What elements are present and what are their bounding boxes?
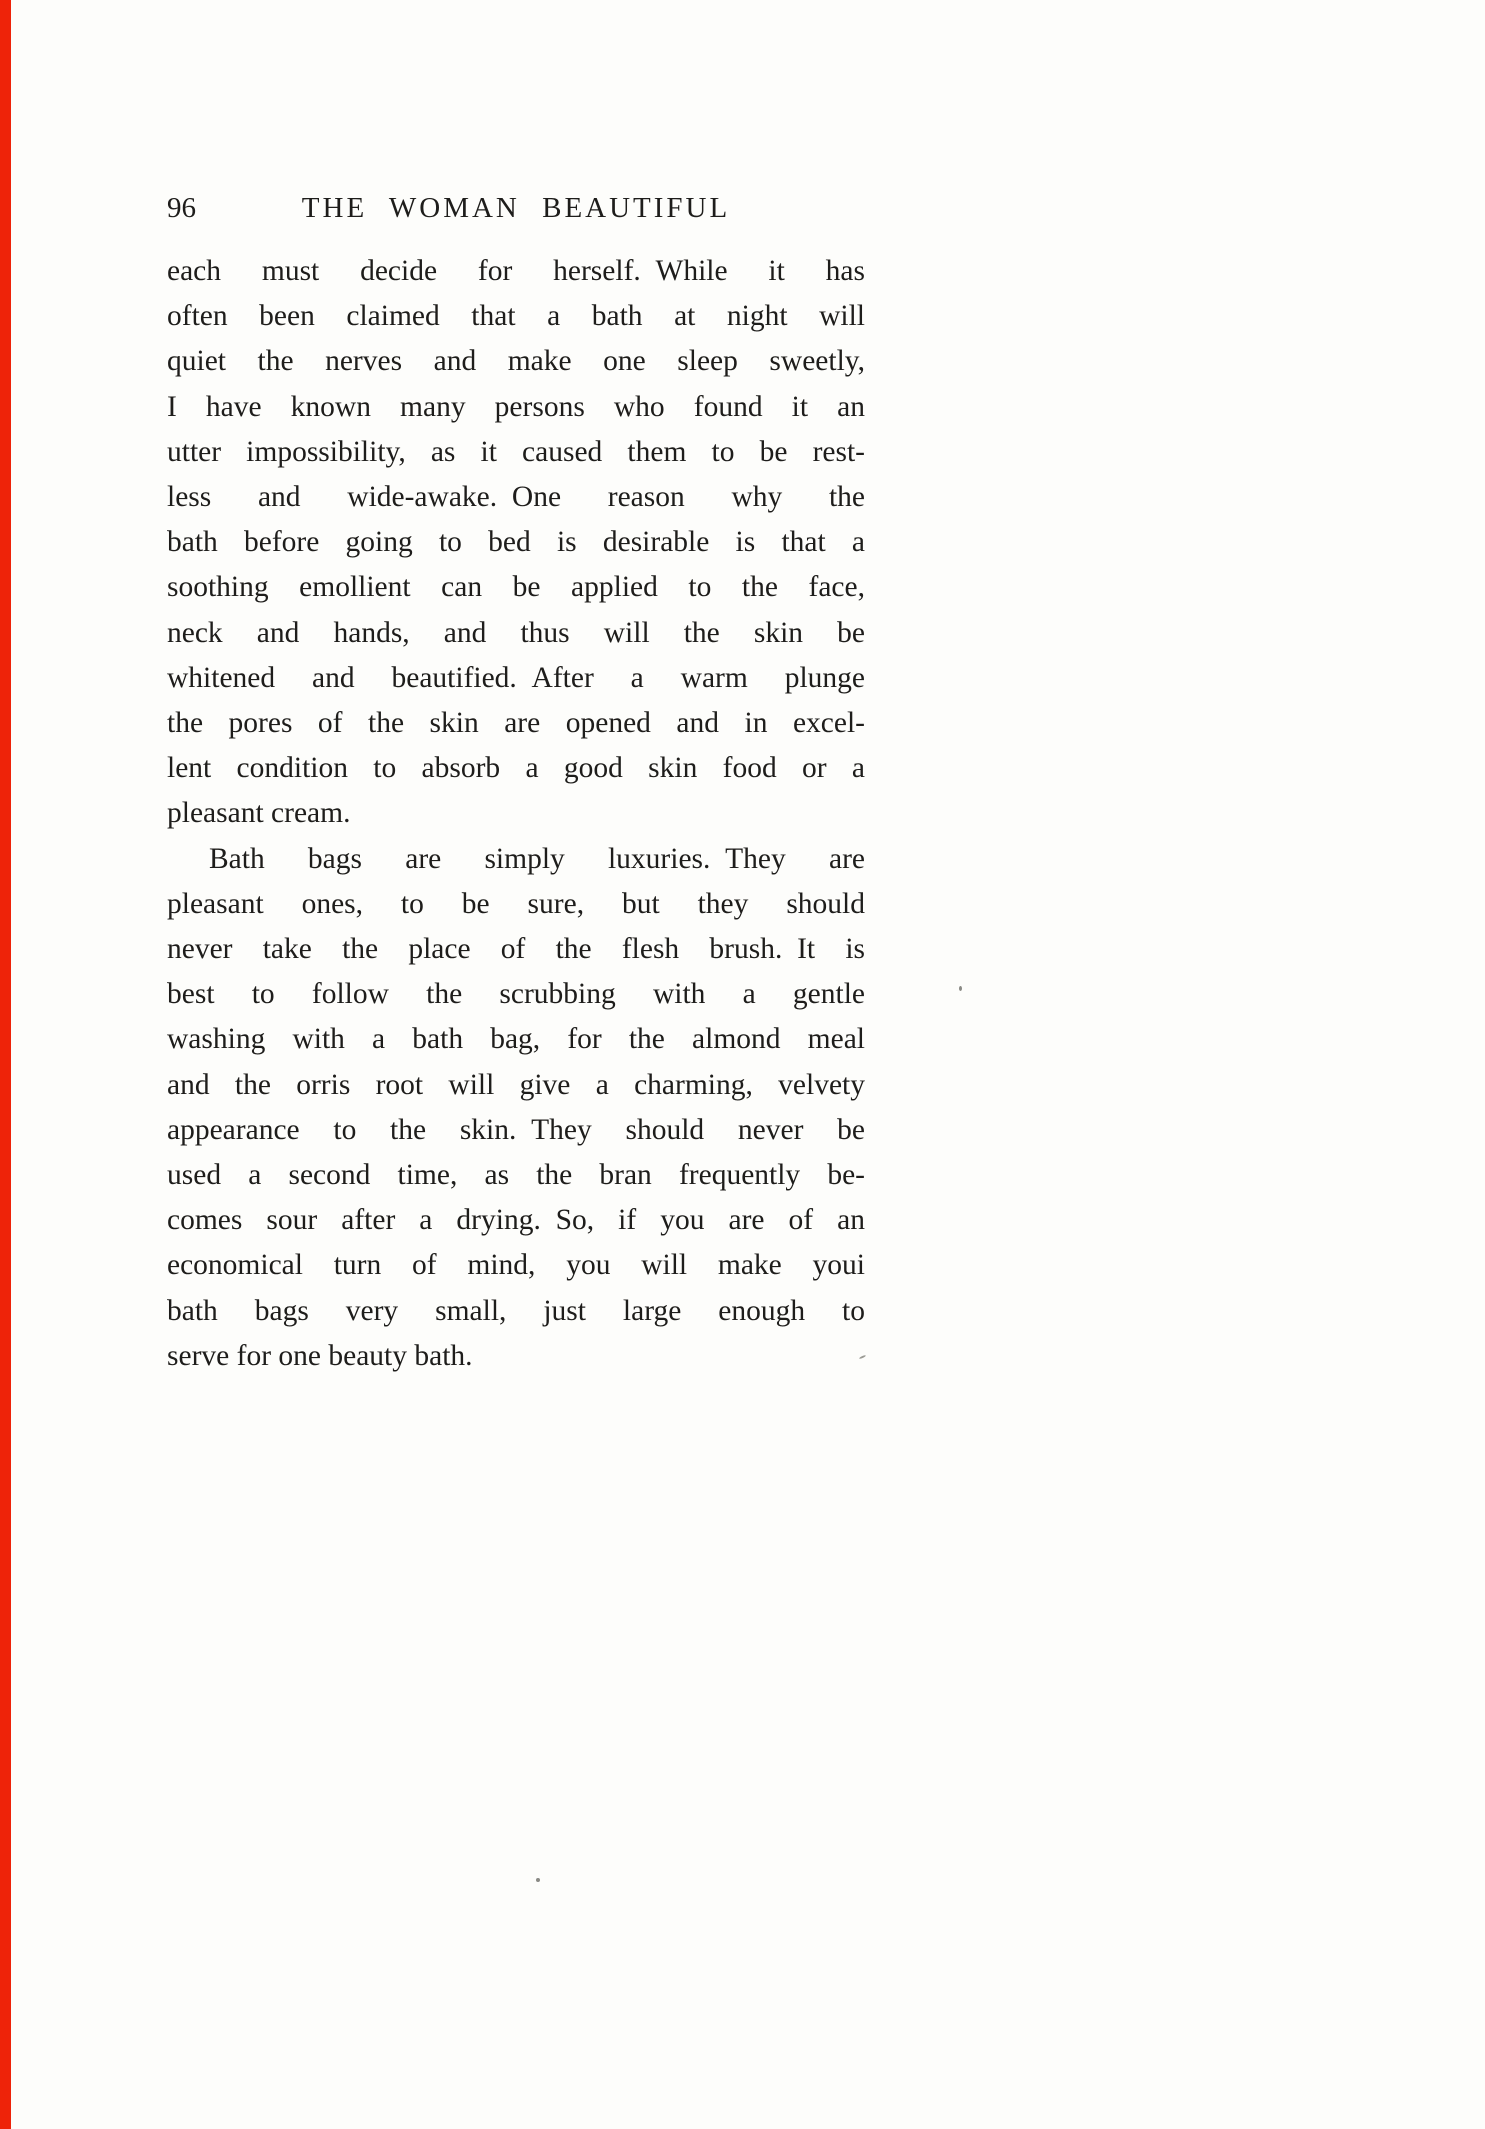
running-title: THE WOMAN BEAUTIFUL xyxy=(301,192,731,224)
page-number: 96 xyxy=(167,192,196,224)
text-line: utter impossibility, as it caused them to be rest- xyxy=(167,435,865,468)
scan-speck xyxy=(536,1878,540,1882)
scan-speck xyxy=(959,986,962,991)
text-line: quiet the nerves and make one sleep sweetly, xyxy=(167,345,865,378)
text-line: bath before going to bed is desirable is that a xyxy=(167,526,865,559)
paragraph-2 xyxy=(167,837,865,1379)
text-line: each must decide for herself. While it has xyxy=(167,255,865,287)
paragraph-1 xyxy=(167,249,865,837)
text-line: appearance to the skin. They should never be xyxy=(167,1113,865,1146)
text-line: serve for one beauty bath. xyxy=(167,1339,473,1372)
text-line: neck and hands, and thus will the skin be xyxy=(167,616,865,649)
text-line: pleasant ones, to be sure, but they should xyxy=(167,887,865,920)
text-line: comes sour after a drying. So, if you are of an xyxy=(167,1204,865,1237)
red-spine-bar xyxy=(0,0,11,2129)
text-line: whitened and beautified. After a warm plunge xyxy=(167,661,865,694)
text-line: and the orris root will give a charming, velvety xyxy=(167,1068,865,1101)
page-header xyxy=(167,186,865,231)
text-line: washing with a bath bag, for the almond meal xyxy=(167,1023,865,1056)
text-line: never take the place of the flesh brush. It is xyxy=(167,933,865,966)
text-line: pleasant cream. xyxy=(167,797,351,830)
text-line: used a second time, as the bran frequently be- xyxy=(167,1159,865,1192)
text-line: economical turn of mind, you will make youi xyxy=(167,1249,865,1282)
page-content xyxy=(167,186,865,1379)
body-text xyxy=(167,249,865,1379)
text-line: often been claimed that a bath at night will xyxy=(167,300,865,333)
text-line: I have known many persons who found it an xyxy=(167,390,865,423)
text-line: Bath bags are simply luxuries. They are xyxy=(209,842,865,875)
text-line: lent condition to absorb a good skin food or a xyxy=(167,752,865,785)
text-line: bath bags very small, just large enough to xyxy=(167,1294,865,1327)
text-line: best to follow the scrubbing with a gentle xyxy=(167,978,865,1011)
text-line: soothing emollient can be applied to the face, xyxy=(167,571,865,604)
text-line: the pores of the skin are opened and in excel- xyxy=(167,707,865,740)
text-line: less and wide-awake. One reason why the xyxy=(167,481,865,514)
